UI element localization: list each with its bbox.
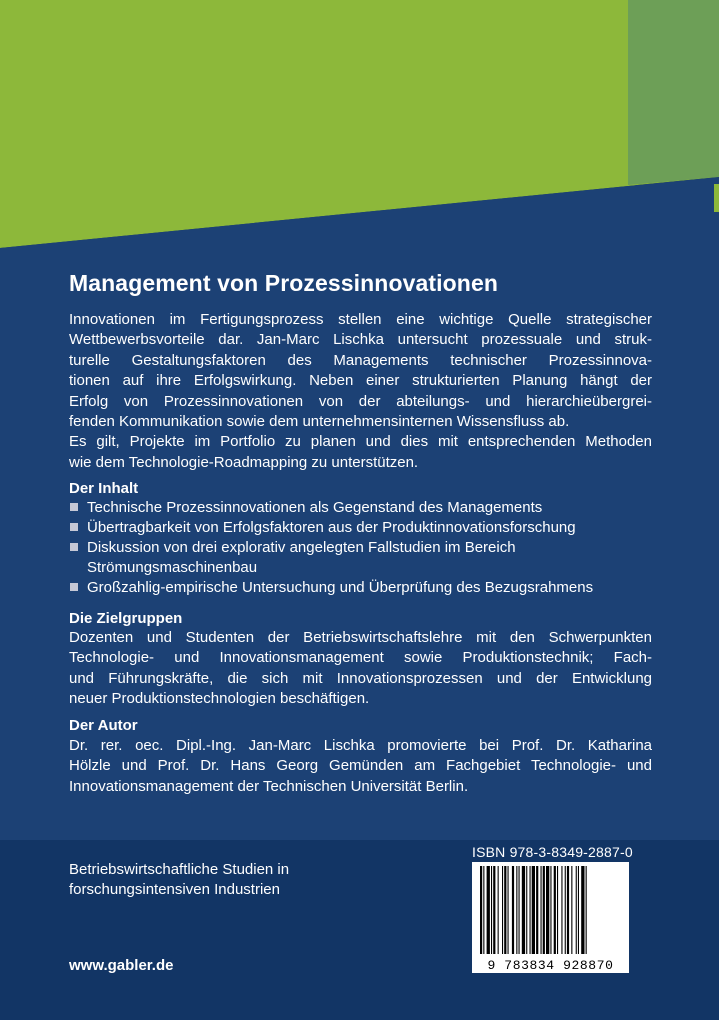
book-title: Management von Prozessinnovationen bbox=[69, 270, 498, 296]
autor-line: Innovationsmanagement der Technischen Universität Berlin. bbox=[69, 777, 469, 795]
autor-line: Dr. rer. oec. Dipl.-Ing. Jan-Marc Lischka promovierte bei Prof. Dr. Katharina bbox=[69, 737, 652, 754]
barcode-bar bbox=[504, 866, 506, 954]
zielgruppen-line: Technologie- und Innovationsmanagement sowie Produktionstechnik; Fach- bbox=[69, 649, 652, 667]
barcode-bar bbox=[487, 866, 490, 954]
autor-paragraph bbox=[69, 736, 652, 797]
square-bullet-icon bbox=[70, 543, 78, 551]
publisher-website: www.gabler.de bbox=[69, 957, 174, 974]
barcode-bar bbox=[512, 866, 514, 954]
zielgruppen-paragraph bbox=[69, 628, 652, 710]
list-item bbox=[69, 518, 669, 538]
list-item bbox=[69, 578, 669, 598]
series-title bbox=[69, 860, 289, 900]
barcode-bar bbox=[498, 866, 499, 954]
barcode-digits: 9 783834 928870 bbox=[487, 958, 614, 973]
list-item-text: Großzahlig-empirische Untersuchung und Überprüfung des Bezugsrahmens bbox=[87, 579, 594, 596]
barcode-bar bbox=[581, 866, 584, 954]
barcode-bar bbox=[546, 866, 549, 954]
intro-line: wie dem Technologie-Roadmapping zu unterstützen. bbox=[69, 453, 419, 471]
barcode-bar bbox=[536, 866, 538, 954]
barcode-bar bbox=[532, 866, 535, 954]
list-item bbox=[69, 538, 669, 578]
barcode-bar bbox=[530, 866, 531, 954]
intro-line: Erfolg von Prozessinnovationen von der abteilungs- und hierarchieübergrei- bbox=[69, 392, 652, 410]
barcode-bar bbox=[567, 866, 569, 954]
barcode-bar bbox=[576, 866, 577, 954]
barcode-bar bbox=[483, 866, 484, 954]
list-item bbox=[69, 498, 669, 518]
barcode-bar bbox=[522, 866, 525, 954]
barcode-bar bbox=[561, 866, 562, 954]
barcode-bar bbox=[550, 866, 551, 954]
list-item-text: Übertragbarkeit von Erfolgsfaktoren aus der Produktinnovationsforschung bbox=[87, 519, 576, 536]
autor-line: Hölzle und Prof. Dr. Hans Georg Gemünden am Fachgebiet Technologie- und bbox=[69, 757, 652, 775]
intro-line: Wettbewerbsvorteile dar. Jan-Marc Lischka untersucht prozessuale und struk- bbox=[69, 331, 652, 349]
barcode-bar bbox=[516, 866, 517, 954]
inhalt-heading: Der Inhalt bbox=[69, 480, 139, 497]
zielgruppen-line: Dozenten und Studenten der Betriebswirtschaftslehre mit den Schwerpunkten bbox=[69, 629, 652, 646]
intro-line: fenden Kommunikation sowie dem unternehmensinternen Wissensfluss ab. bbox=[69, 413, 570, 431]
barcode-bar bbox=[493, 866, 495, 954]
inhalt-list bbox=[69, 498, 669, 598]
zielgruppen-heading: Die Zielgruppen bbox=[69, 610, 183, 627]
intro-line: turelle Gestaltungsfaktoren des Managements technischer Prozessinnova- bbox=[69, 351, 652, 369]
intro-line: Innovationen im Fertigungsprozess stellen eine wichtige Quelle strategischer bbox=[69, 311, 652, 328]
barcode-bar bbox=[578, 866, 579, 954]
list-item-text: Diskussion von drei explorativ angelegten Fallstudien im Bereich bbox=[87, 539, 516, 556]
barcode-bar bbox=[541, 866, 542, 954]
barcode-bar bbox=[526, 866, 527, 954]
autor-heading: Der Autor bbox=[69, 717, 138, 734]
spine-marker bbox=[714, 184, 719, 212]
green-band-right bbox=[628, 0, 719, 185]
intro-line: Es gilt, Projekte im Portfolio zu planen und dies mit entsprechenden Methoden bbox=[69, 433, 652, 451]
barcode bbox=[472, 862, 629, 973]
square-bullet-icon bbox=[70, 503, 78, 511]
square-bullet-icon bbox=[70, 583, 78, 591]
barcode-bar bbox=[586, 866, 587, 954]
barcode-bar bbox=[565, 866, 566, 954]
isbn-number: ISBN 978-3-8349-2887-0 bbox=[472, 844, 633, 860]
barcode-bar bbox=[571, 866, 572, 954]
barcode-bar bbox=[502, 866, 503, 954]
barcode-bar bbox=[508, 866, 509, 954]
barcode-bars bbox=[472, 862, 629, 973]
intro-line: tionen auf ihre Erfolgswirkung. Neben einer strukturierten Planung hängt der bbox=[69, 372, 652, 390]
list-item-text: Strömungsmaschinenbau bbox=[87, 559, 258, 576]
barcode-bar bbox=[554, 866, 556, 954]
barcode-bar bbox=[557, 866, 558, 954]
list-item-text: Technische Prozessinnovationen als Gegenstand des Managements bbox=[87, 499, 543, 516]
zielgruppen-line: neuer Produktionstechnologien beschäftigen. bbox=[69, 690, 370, 708]
zielgruppen-line: und Führungskräfte, die sich mit Innovationsprozessen und der Entwicklung bbox=[69, 669, 652, 687]
barcode-bar bbox=[543, 866, 545, 954]
intro-paragraph bbox=[69, 310, 652, 473]
barcode-bar bbox=[480, 866, 482, 954]
barcode-bar bbox=[519, 866, 520, 954]
square-bullet-icon bbox=[70, 523, 78, 531]
series-line: forschungsintensiven Industrien bbox=[69, 881, 280, 898]
barcode-bar bbox=[491, 866, 492, 954]
series-line: Betriebswirtschaftliche Studien in bbox=[69, 861, 290, 878]
